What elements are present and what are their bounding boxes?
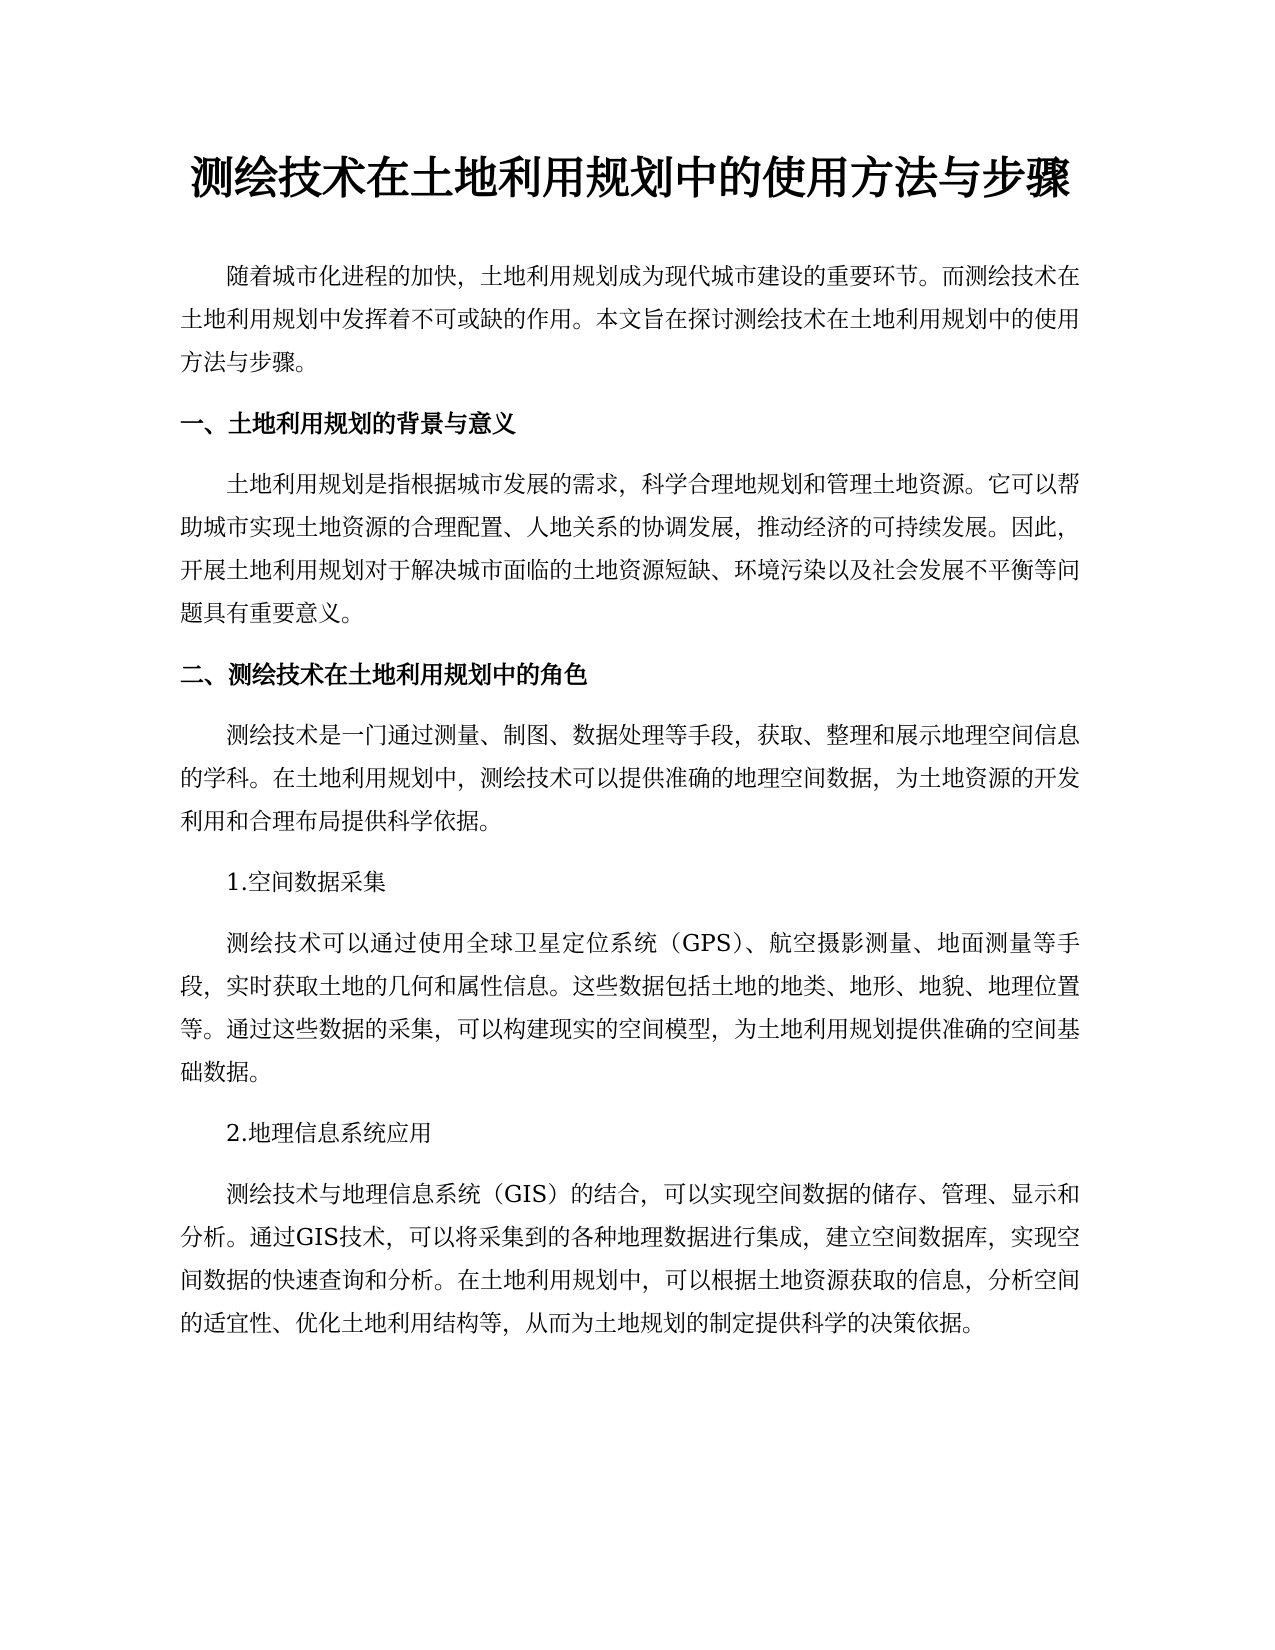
subsection-paragraph-1: 测绘技术可以通过使用全球卫星定位系统（GPS）、航空摄影测量、地面测量等手段，实时获取土地的几何和属性信息。这些数据包括土地的地类、地形、地貌、地理位置等。通过这些数据的采集，可以构建现实的空间模型，为土地利用规划提供准确的空间基础数据。 xyxy=(180,931,1080,1086)
section-paragraph-1: 土地利用规划是指根据城市发展的需求，科学合理地规划和管理土地资源。它可以帮助城市实现土地资源的合理配置、人地关系的协调发展，推动经济的可持续发展。因此，开展土地利用规划对于解决城市面临的土地资源短缺、环境污染以及社会发展不平衡等问题具有重要意义。 xyxy=(180,472,1080,627)
subsection-label-2: 2.地理信息系统应用 xyxy=(226,1121,432,1147)
intro-paragraph: 随着城市化进程的加快，土地利用规划成为现代城市建设的重要环节。而测绘技术在土地利用规划中发挥着不可或缺的作用。本文旨在探讨测绘技术在土地利用规划中的使用方法与步骤。 xyxy=(180,264,1080,376)
section-heading-1: 一、土地利用规划的背景与意义 xyxy=(180,410,516,438)
document-page xyxy=(180,140,1080,1364)
section-heading-2: 二、测绘技术在土地利用规划中的角色 xyxy=(180,661,588,689)
subsection-paragraph-2: 测绘技术与地理信息系统（GIS）的结合，可以实现空间数据的储存、管理、显示和分析。通过GIS技术，可以将采集到的各种地理数据进行集成，建立空间数据库，实现空间数据的快速查询和分析。在土地利用规划中，可以根据土地资源获取的信息，分析空间的适宜性、优化土地利用结构等，从而为土地规划的制定提供科学的决策依据。 xyxy=(180,1182,1080,1337)
subsection-label-1: 1.空间数据采集 xyxy=(226,870,386,896)
section-paragraph-2: 测绘技术是一门通过测量、制图、数据处理等手段，获取、整理和展示地理空间信息的学科。在土地利用规划中，测绘技术可以提供准确的地理空间数据，为土地资源的开发利用和合理布局提供科学依据。 xyxy=(180,723,1080,835)
document-title: 测绘技术在土地利用规划中的使用方法与步骤 xyxy=(190,153,1070,204)
